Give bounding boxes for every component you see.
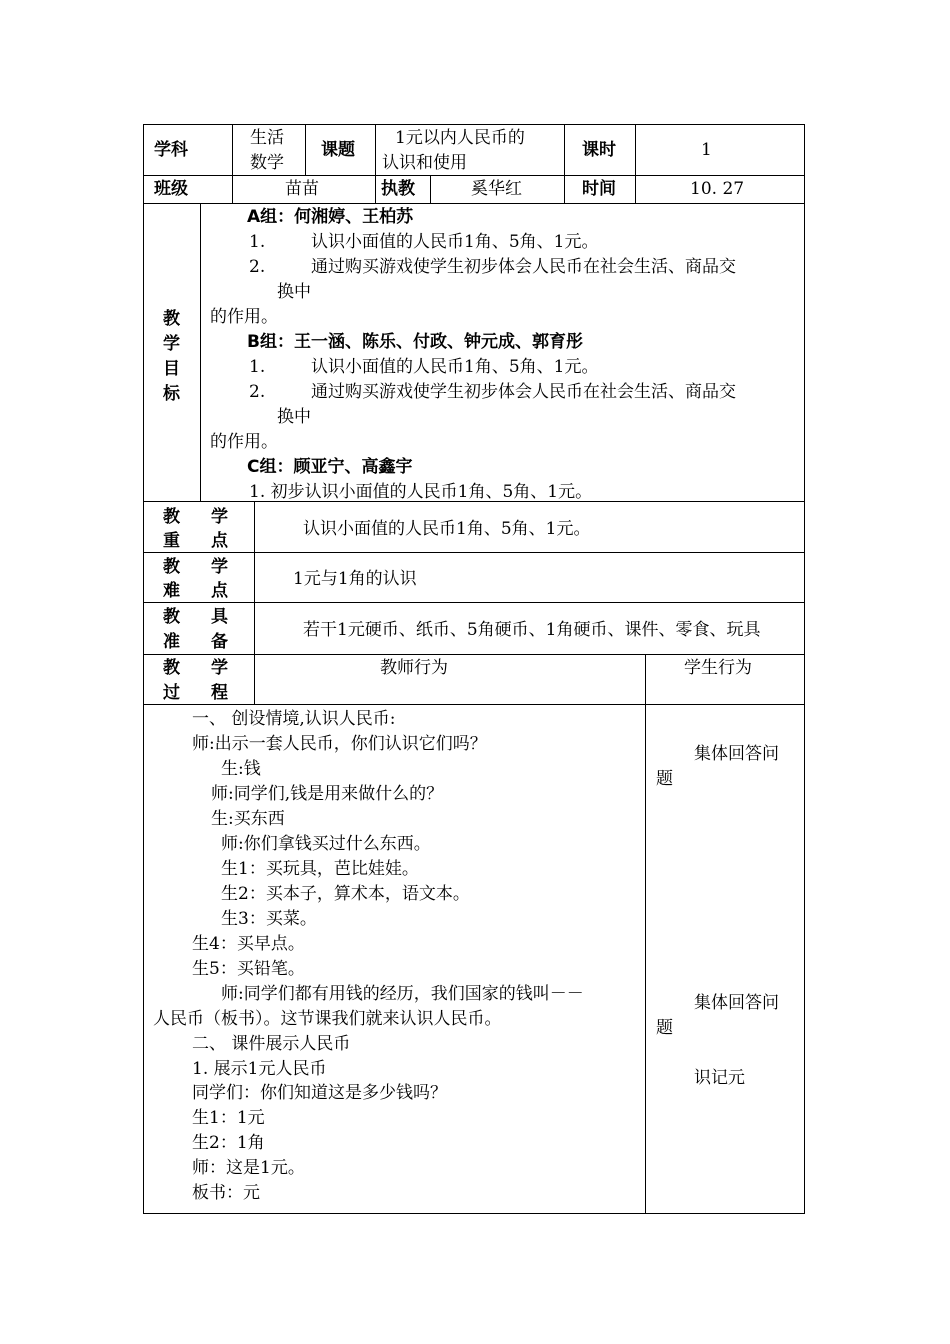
group-b-item1-text: 认识小面值的人民币1角、5角、1元。 bbox=[311, 357, 599, 377]
keypoints-label-4: 点 bbox=[211, 531, 228, 551]
prep-label-4: 备 bbox=[211, 632, 228, 652]
group-a-item2-end: 的作用。 bbox=[210, 307, 278, 327]
process-line: 人民币（板书）。这节课我们就来认识人民币。 bbox=[153, 1009, 502, 1029]
group-a-item2-cont: 换中 bbox=[277, 282, 311, 302]
border-right bbox=[804, 124, 805, 1214]
teacher-behavior-header: 教师行为 bbox=[380, 658, 448, 678]
keypoints-label-2: 学 bbox=[211, 507, 228, 527]
rule-class bbox=[143, 203, 805, 204]
group-b-item1-num: 1. bbox=[249, 357, 266, 377]
student-note-3: 识记元 bbox=[694, 1068, 745, 1088]
group-a-item1-num: 1. bbox=[249, 232, 266, 252]
rule-keypoints bbox=[143, 552, 805, 553]
border-bottom bbox=[143, 1213, 805, 1214]
class-value: 苗苗 bbox=[285, 179, 319, 199]
prep-label-3: 准 bbox=[163, 632, 180, 652]
objectives-label-1: 教 bbox=[163, 309, 180, 329]
rule-preparation bbox=[143, 654, 805, 655]
group-a-title: A组：何湘婷、王柏苏 bbox=[247, 207, 414, 227]
process-line: 1. 展示1元人民币 bbox=[192, 1059, 327, 1079]
process-line: 生5：买铅笔。 bbox=[192, 959, 305, 979]
rule-difficult bbox=[143, 602, 805, 603]
group-b-title: B组：王一涵、陈乐、付政、钟元成、郭育彤 bbox=[247, 332, 583, 352]
keypoints-value: 认识小面值的人民币1角、5角、1元。 bbox=[303, 519, 591, 539]
process-line: 生1：买玩具，芭比娃娃。 bbox=[221, 859, 419, 879]
subject-label: 学科 bbox=[154, 140, 188, 160]
process-line: 师：这是1元。 bbox=[192, 1158, 305, 1178]
border-top bbox=[143, 124, 805, 125]
process-line: 板书：元 bbox=[192, 1183, 260, 1203]
process-line: 师:同学们都有用钱的经历，我们国家的钱叫－－ bbox=[221, 984, 584, 1004]
class-label: 班级 bbox=[154, 179, 188, 199]
group-a-item2-num: 2. bbox=[249, 257, 266, 277]
prep-label-1: 教 bbox=[163, 607, 180, 627]
process-line: 一、 创设情境,认识人民币: bbox=[192, 709, 396, 729]
group-c-title: C组：顾亚宁、高鑫宇 bbox=[247, 457, 413, 477]
periods-label: 课时 bbox=[582, 140, 616, 160]
process-line: 生2：1角 bbox=[192, 1133, 265, 1153]
vrule-labels bbox=[254, 501, 255, 705]
process-line: 同学们：你们知道这是多少钱吗？ bbox=[192, 1083, 447, 1103]
student-note-1-line1: 集体回答问 bbox=[694, 744, 779, 764]
process-line: 生:钱 bbox=[221, 759, 261, 779]
topic-line1: 1元以内人民币的 bbox=[395, 128, 525, 148]
group-b-item2-end: 的作用。 bbox=[210, 432, 278, 452]
vrule-2a bbox=[305, 124, 306, 176]
subject-line1: 生活 bbox=[250, 128, 284, 148]
difficult-label-3: 难 bbox=[163, 581, 180, 601]
teacher-label: 执教 bbox=[381, 179, 415, 199]
group-c-item1: 1. 初步认识小面值的人民币1角、5角、1元。 bbox=[249, 482, 593, 502]
group-b-item2-cont: 换中 bbox=[277, 407, 311, 427]
difficult-value: 1元与1角的认识 bbox=[293, 569, 417, 589]
difficult-label-4: 点 bbox=[211, 581, 228, 601]
student-note-2-line1: 集体回答问 bbox=[694, 993, 779, 1013]
periods-value: 1 bbox=[701, 140, 712, 160]
vrule-5 bbox=[635, 124, 636, 204]
student-behavior-header: 学生行为 bbox=[684, 658, 752, 678]
objectives-label-2: 学 bbox=[163, 334, 180, 354]
process-label-4: 程 bbox=[211, 683, 228, 703]
process-label-1: 教 bbox=[163, 658, 180, 678]
process-line: 生1：1元 bbox=[192, 1108, 265, 1128]
process-label-3: 过 bbox=[163, 683, 180, 703]
teacher-value: 奚华红 bbox=[471, 179, 522, 199]
keypoints-label-1: 教 bbox=[163, 507, 180, 527]
difficult-label-1: 教 bbox=[163, 557, 180, 577]
group-a-item2-text: 通过购买游戏使学生初步体会人民币在社会生活、商品交 bbox=[311, 257, 736, 277]
group-a-item1-text: 认识小面值的人民币1角、5角、1元。 bbox=[311, 232, 599, 252]
process-label-2: 学 bbox=[211, 658, 228, 678]
prep-label-2: 具 bbox=[211, 607, 228, 627]
vrule-1 bbox=[232, 124, 233, 204]
group-b-item2-text: 通过购买游戏使学生初步体会人民币在社会生活、商品交 bbox=[311, 382, 736, 402]
process-line: 二、 课件展示人民币 bbox=[192, 1034, 351, 1054]
vrule-objectives bbox=[200, 203, 201, 502]
process-line: 生:买东西 bbox=[211, 809, 285, 829]
topic-line2: 认识和使用 bbox=[382, 153, 467, 173]
border-left bbox=[143, 124, 144, 1214]
process-line: 师:出示一套人民币，你们认识它们吗？ bbox=[192, 734, 487, 754]
group-b-item2-num: 2. bbox=[249, 382, 266, 402]
vrule-3 bbox=[375, 124, 376, 204]
student-note-2-line2: 题 bbox=[656, 1018, 673, 1038]
objectives-label-4: 标 bbox=[163, 384, 180, 404]
student-note-1-line2: 题 bbox=[656, 769, 673, 789]
time-value: 10. 27 bbox=[690, 179, 745, 199]
process-line: 生3：买菜。 bbox=[221, 909, 317, 929]
subject-line2: 数学 bbox=[250, 153, 284, 173]
difficult-label-2: 学 bbox=[211, 557, 228, 577]
vrule-2b bbox=[430, 176, 431, 204]
process-line: 师:你们拿钱买过什么东西。 bbox=[221, 834, 431, 854]
vrule-4 bbox=[564, 124, 565, 204]
time-label: 时间 bbox=[582, 179, 616, 199]
vrule-student bbox=[645, 654, 646, 1214]
process-line: 师:同学们,钱是用来做什么的？ bbox=[211, 784, 444, 804]
process-line: 生4：买早点。 bbox=[192, 934, 305, 954]
topic-label: 课题 bbox=[321, 140, 355, 160]
prep-value: 若干1元硬币、纸币、5角硬币、1角硬币、课件、零食、玩具 bbox=[303, 620, 761, 640]
rule-process-header bbox=[143, 704, 805, 705]
objectives-label-3: 目 bbox=[163, 359, 180, 379]
rule-header bbox=[143, 175, 805, 176]
process-line: 生2：买本子，算术本，语文本。 bbox=[221, 884, 470, 904]
keypoints-label-3: 重 bbox=[163, 531, 180, 551]
